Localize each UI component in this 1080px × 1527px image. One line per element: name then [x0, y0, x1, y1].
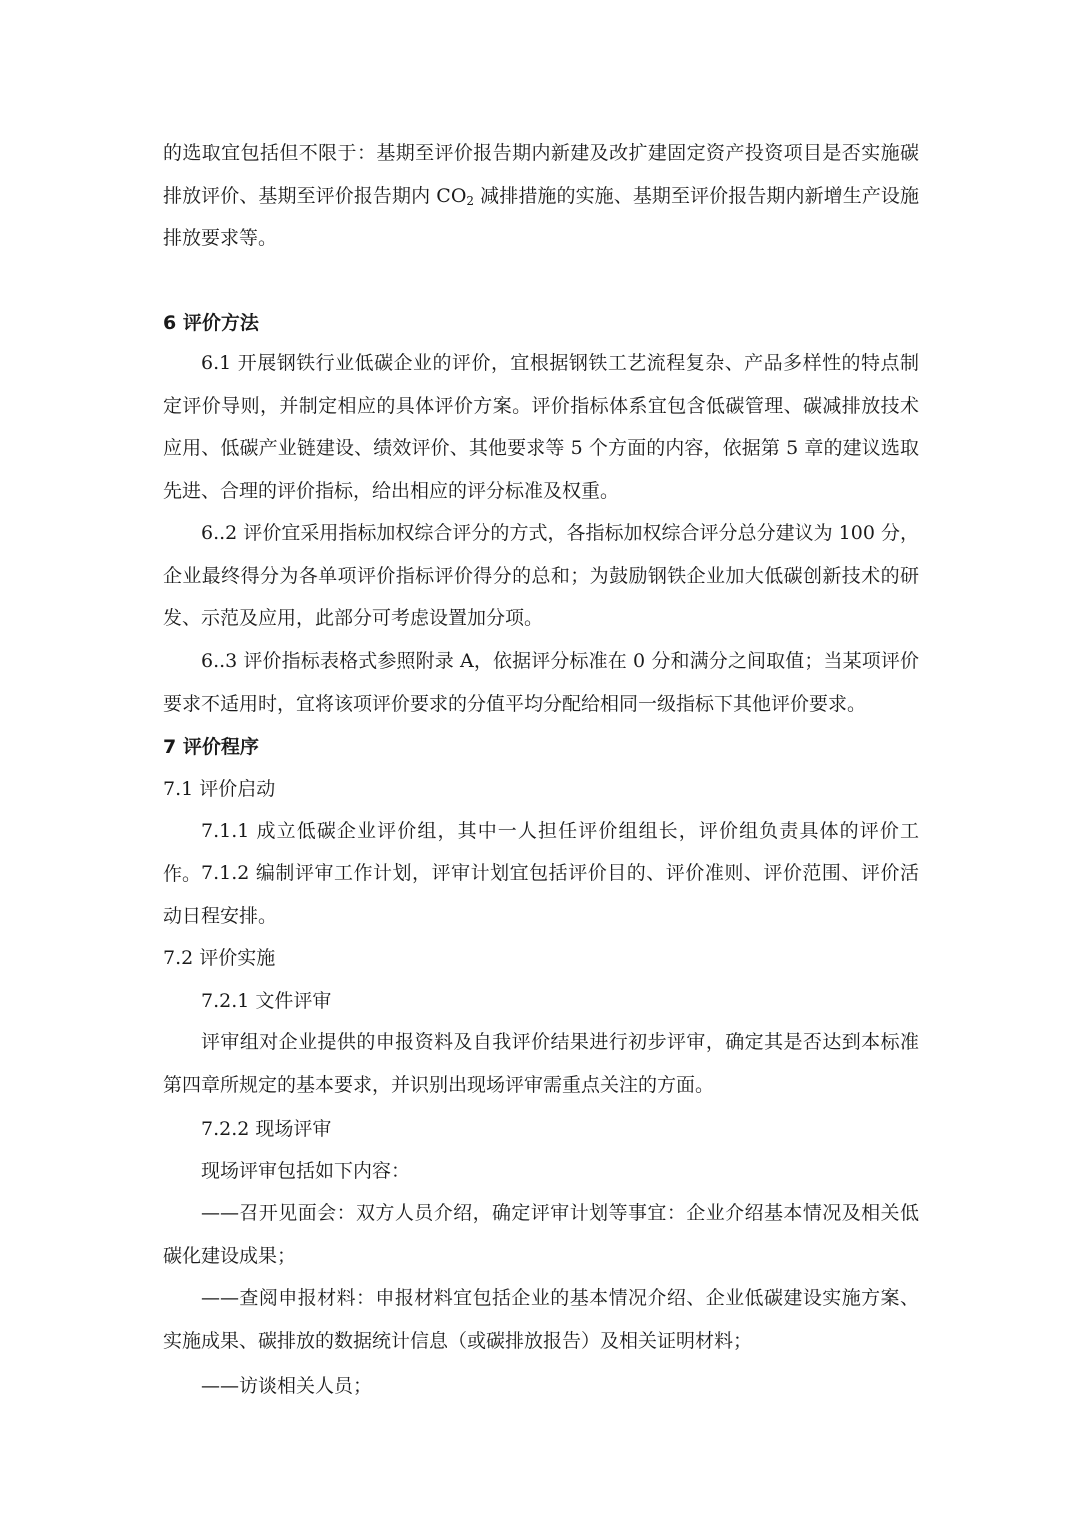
- paragraph-continuation-text-2: 减排措施的实施、基期至评价报告期内新增生产设施排放要求等。: [163, 184, 919, 249]
- paragraph-7-1-2: 7.1.2 编制评审工作计划，评审计划宜包括评价目的、评价准则、评价范围、评价活动日程安排。: [163, 862, 919, 927]
- paragraph-continuation-text-1: 的选取宜包括但不限于：基期至评价报告期内新建及改扩建固定资产投资项目是否实施碳排放评价、基期至评价报告期内 CO: [163, 142, 919, 207]
- paragraph-continuation: [163, 132, 919, 260]
- list-item-meeting: ——召开见面会：双方人员介绍，确定评审计划等事宜：企业介绍基本情况及相关低碳化建设成果；: [163, 1202, 919, 1267]
- co2-subscript: 2: [466, 193, 475, 208]
- subsection-heading-7-2-1: 7.2.1 文件评审: [201, 990, 332, 1012]
- paragraph-7-2-1: 评审组对企业提供的申报资料及自我评价结果进行初步评审，确定其是否达到本标准第四章所规定的基本要求，并识别出现场评审需重点关注的方面。: [163, 1031, 919, 1096]
- section-heading-6: 6 评价方法: [163, 312, 259, 334]
- paragraph-6-1: 6.1 开展钢铁行业低碳企业的评价，宜根据钢铁工艺流程复杂、产品多样性的特点制定评价导则，并制定相应的具体评价方案。评价指标体系宜包含低碳管理、碳减排放技术应用、低碳产业链建设、绩效评价、其他要求等 5 个方面的内容，依据第 5 章的建议选取先进、合理的评价指标，给出相应的评分标准及权重。: [163, 352, 919, 502]
- paragraph-6-2: 6..2 评价宜采用指标加权综合评分的方式，各指标加权综合评分总分建议为 100 分，企业最终得分为各单项评价指标评价得分的总和；为鼓励钢铁企业加大低碳创新技术的研发、示范及应用，此部分可考虑设置加分项。: [163, 522, 919, 629]
- paragraph-6-3: 6..3 评价指标表格式参照附录 A，依据评分标准在 0 分和满分之间取值；当某项评价要求不适用时，宜将该项评价要求的分值平均分配给相同一级指标下其他评价要求。: [163, 650, 919, 715]
- list-item-interviews: ——访谈相关人员；: [201, 1375, 373, 1397]
- paragraph-7-1-1: 7.1.1 成立低碳企业评价组，其中一人担任评价组组长，评价组负责具体的评价工作。: [163, 820, 919, 885]
- subsection-heading-7-2-2: 7.2.2 现场评审: [201, 1118, 332, 1140]
- list-item-review-materials: ——查阅申报材料：申报材料宜包括企业的基本情况介绍、企业低碳建设实施方案、实施成果、碳排放的数据统计信息（或碳排放报告）及相关证明材料；: [163, 1287, 919, 1352]
- paragraph-7-2-2-intro: 现场评审包括如下内容：: [201, 1160, 411, 1182]
- subsection-heading-7-1: 7.1 评价启动: [163, 778, 276, 800]
- subsection-heading-7-2: 7.2 评价实施: [163, 947, 276, 969]
- section-heading-7: 7 评价程序: [163, 736, 259, 758]
